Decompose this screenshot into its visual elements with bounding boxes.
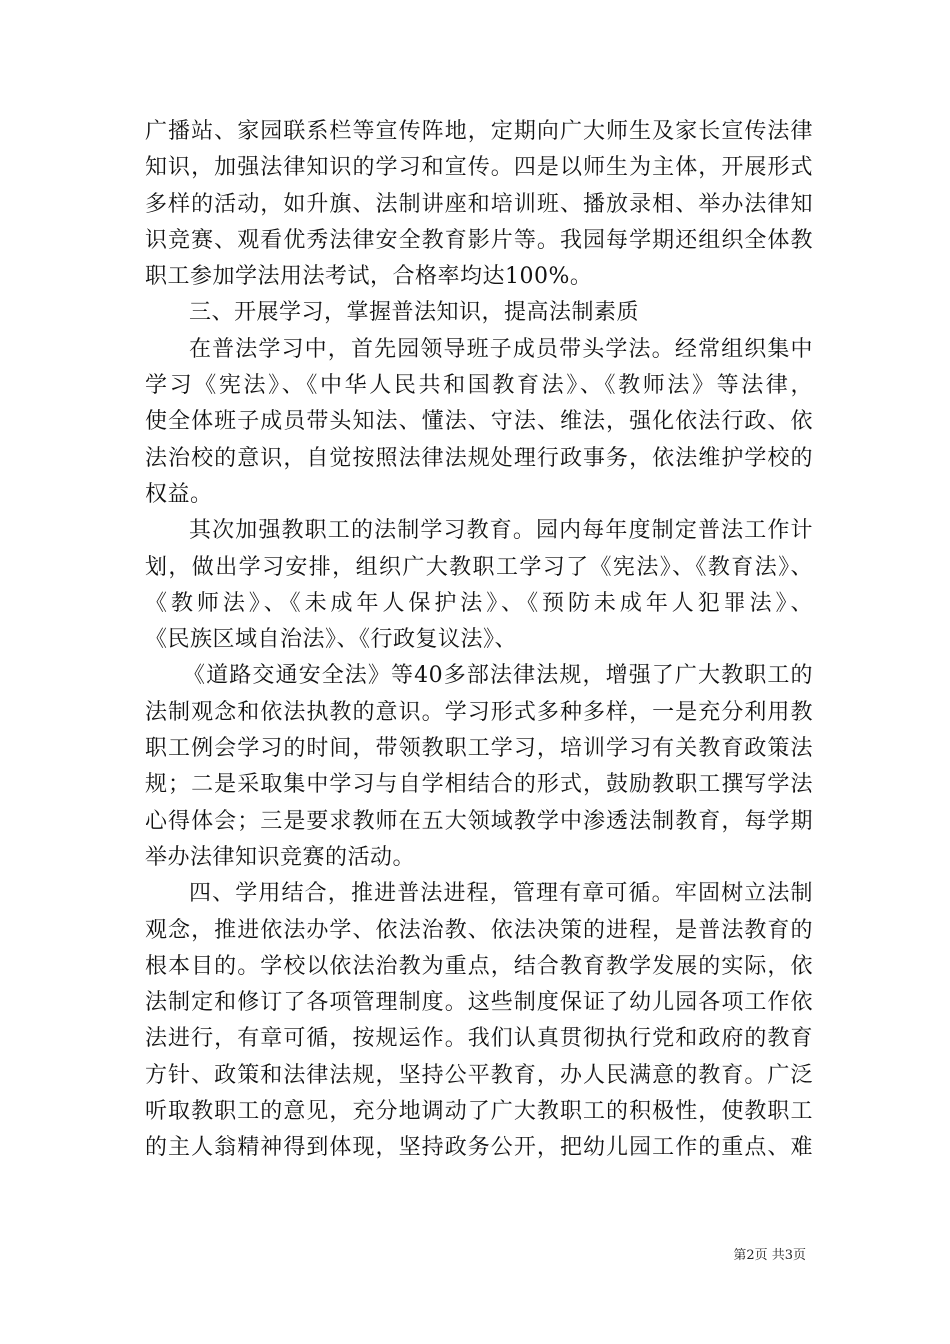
text-line: 根本目的。学校以依法治教为重点，结合教育教学发展的实际，依: [145, 953, 813, 979]
page-number: 第2页 共3页: [733, 1248, 806, 1263]
text-line: 法制定和修订了各项管理制度。这些制度保证了幼儿园各项工作依: [145, 990, 813, 1016]
text-line: 法制观念和依法执教的意识。学习形式多种多样，一是充分利用教: [145, 699, 813, 725]
text-line: 举办法律知识竞赛的活动。: [145, 844, 416, 870]
text-line: 规；二是采取集中学习与自学相结合的形式，鼓励教职工撰写学法: [145, 772, 813, 798]
section-heading: 三、开展学习，掌握普法知识，提高法制素质: [189, 300, 640, 326]
document-body: [145, 114, 813, 1167]
text-line: 听取教职工的意见，充分地调动了广大教职工的积极性，使教职工: [145, 1099, 813, 1125]
text-line: 《教师法》、《未成年人保护法》、《预防未成年人犯罪法》、: [145, 590, 813, 616]
text-line: 职工例会学习的时间，带领教职工学习，培训学习有关教育政策法: [145, 736, 813, 762]
text-line: 广播站、家园联系栏等宣传阵地，定期向广大师生及家长宣传法律: [145, 119, 813, 144]
text-line: 的主人翁精神得到体现，坚持政务公开，把幼儿园工作的重点、难: [145, 1135, 813, 1161]
text-line: 法进行，有章可循，按规运作。我们认真贯彻执行党和政府的教育: [145, 1026, 813, 1052]
text-line: 观念，推进依法办学、依法治教、依法决策的进程，是普法教育的: [145, 917, 813, 943]
text-line: 法治校的意识，自觉按照法律法规处理行政事务，依法维护学校的: [145, 445, 813, 471]
text-line: 心得体会；三是要求教师在五大领域教学中渗透法制教育，每学期: [145, 808, 813, 834]
text-line: 知识，加强法律知识的学习和宣传。四是以师生为主体，开展形式: [145, 155, 813, 181]
text-line: 在普法学习中，首先园领导班子成员带头学法。经常组织集中: [189, 336, 813, 362]
text-line: 其次加强教职工的法制学习教育。园内每年度制定普法工作计: [189, 518, 813, 544]
section-heading-line: 四、学用结合，推进普法进程，管理有章可循。牢固树立法制: [189, 881, 813, 907]
text-line: 学习《宪法》、《中华人民共和国教育法》、《教师法》等法律，: [145, 373, 813, 399]
text-line: 权益。: [145, 481, 213, 507]
text-line: 方针、政策和法律法规，坚持公平教育，办人民满意的教育。广泛: [145, 1062, 813, 1088]
text-line: 《道路交通安全法》等40多部法律法规，增强了广大教职工的: [183, 663, 813, 689]
text-line: 使全体班子成员带头知法、懂法、守法、维法，强化依法行政、依: [145, 409, 813, 435]
text-line: 职工参加学法用法考试，合格率均达100%。: [145, 264, 593, 290]
text-line: 识竞赛、观看优秀法律安全教育影片等。我园每学期还组织全体教: [145, 227, 813, 253]
text-line: 《民族区域自治法》、《行政复议法》、: [145, 627, 518, 653]
text-line: 多样的活动，如升旗、法制讲座和培训班、播放录相、举办法律知: [145, 191, 813, 217]
text-line: 划，做出学习安排，组织广大教职工学习了《宪法》、《教育法》、: [145, 554, 813, 580]
